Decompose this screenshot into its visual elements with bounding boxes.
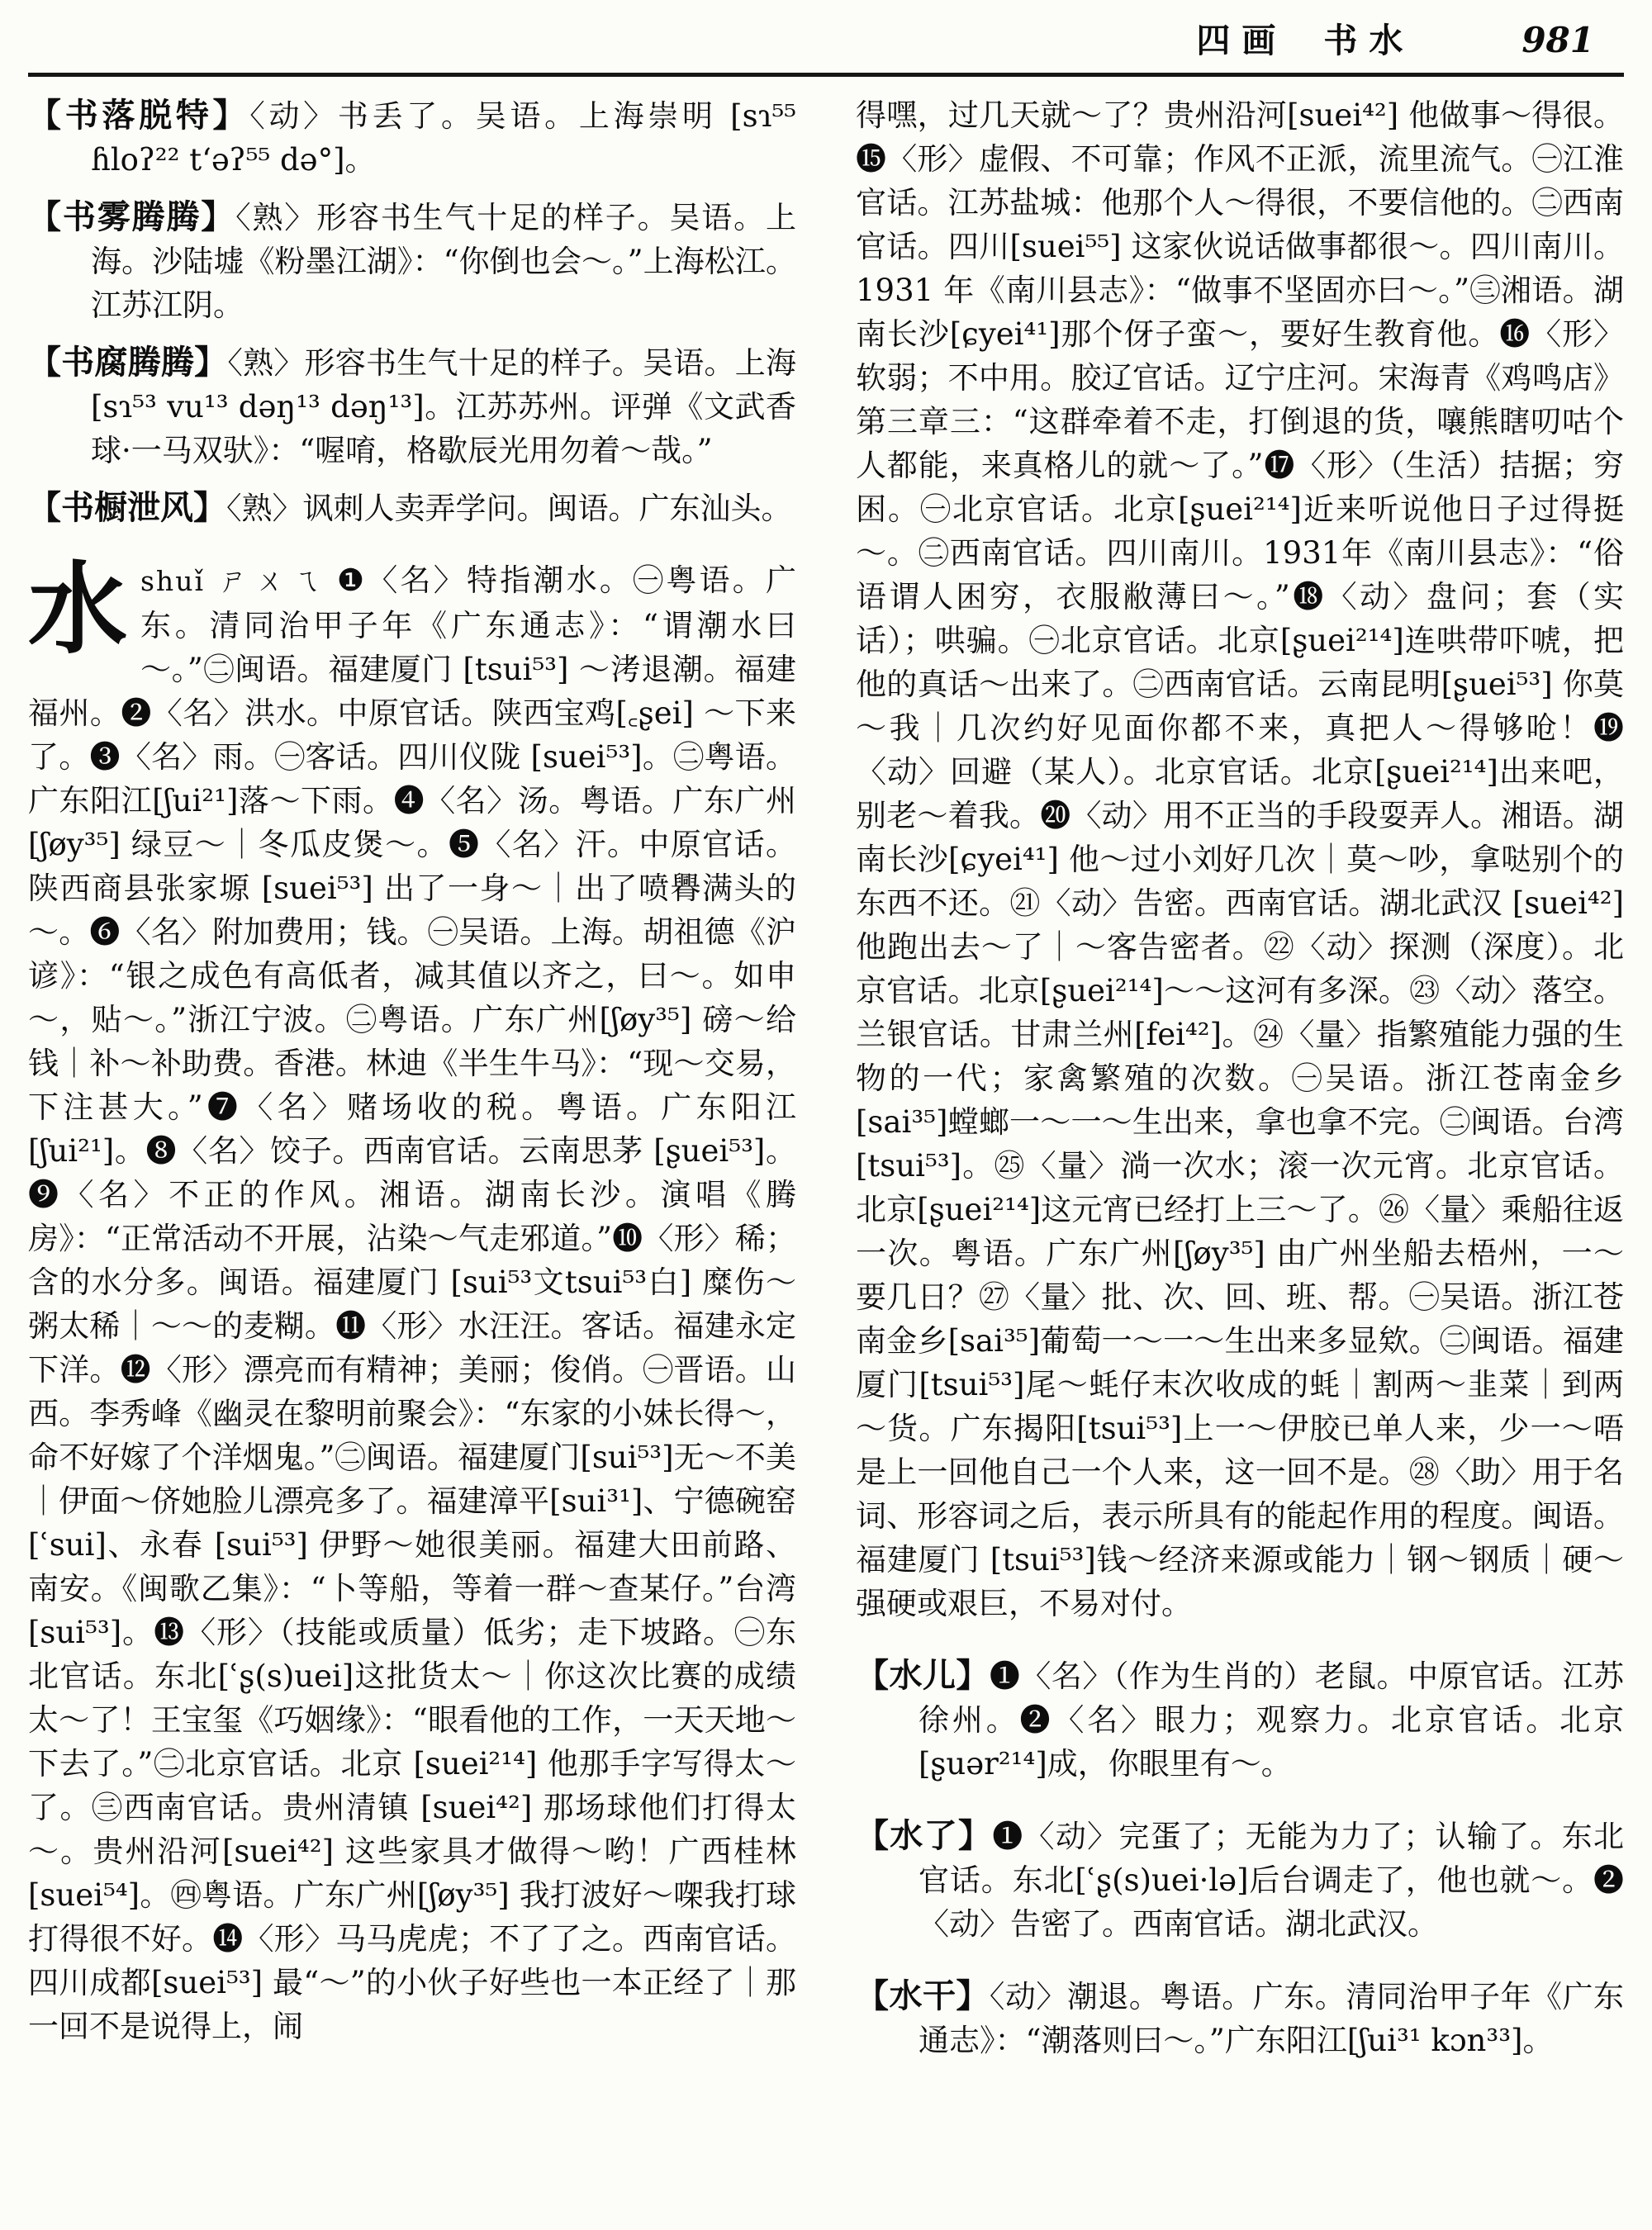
dictionary-entry-shu-fu-teng-teng: [28, 340, 796, 472]
header-title: [1196, 19, 1414, 63]
left-column: [28, 93, 796, 2076]
shui-entry-continuation-text: 得嘿，过几天就～了？贵州沿河[suei⁴²] 他做事～得很。⓯〈形〉虚假、不可靠；作风不正派，流里流气。㊀江淮官话。江苏盐城：他那个人～得很，不要信他的。㊁西南官话。四川[suei⁵⁵] 这家伙说话做事都很～。四川南川。1931 年《南川县志》：“做事不坚固亦曰～。”㊂湘语。湖南长沙[ɕyei⁴¹]那个伢子蛮～，要好生教育他。⓰〈形〉软弱；不中用。胶辽官话。辽宁庄河。宋海青《鸡鸣店》第三章三：“这群牵着不走，打倒退的货，嚷熊瞎叨咕个人都能，来真格儿的就～了。”⓱〈形〉（生活）拮据；穷困。㊀北京官话。北京[ʂuei²¹⁴]近来听说他日子过得挺～。㊁西南官话。四川南川。1931年《南川县志》：“俗语谓人困穷，衣服敝薄曰～。”⓲〈动〉盘问；套（实话）；哄骗。㊀北京官话。北京[ʂuei²¹⁴]连哄带吓唬，把他的真话～出来了。㊁西南官话。云南昆明[ʂuei⁵³] 你莫～我｜几次约好见面你都不来，真把人～得够呛！⓳〈动〉回避（某人）。北京官话。北京[ʂuei²¹⁴]出来吧，别老～着我。⓴〈动〉用不正当的手段耍弄人。湘语。湖南长沙[ɕyei⁴¹] 他～过小刘好几次｜莫～吵，拿哒别个的东西不还。㉑〈动〉告密。西南官话。湖北武汉 [suei⁴²]他跑出去～了｜～客告密者。㉒〈动〉探测（深度）。北京官话。北京[ʂuei²¹⁴]～～这河有多深。㉓〈动〉落空。兰银官话。甘肃兰州[fei⁴²]。㉔〈量〉指繁殖能力强的生物的一代；家禽繁殖的次数。㊀吴语。浙江苍南金乡[sai³⁵]螳螂一～一～生出来，拿也拿不完。㊁闽语。台湾[tsui⁵³]。㉕〈量〉淌一次水；滚一次元宵。北京官话。北京[ʂuei²¹⁴]这元宵已经打上三～了。㉖〈量〉乘船往返一次。粤语。广东广州[ʃøy³⁵] 由广州坐船去梧州，一～要几日？㉗〈量〉批、次、回、班、帮。㊀吴语。浙江苍南金乡[sai³⁵]葡萄一～一～生出来多显欸。㊁闽语。福建厦门[tsui⁵³]尾～蚝仔末次收成的蚝｜割两～韭菜｜到两～货。广东揭阳[tsui⁵³]上一～伊胶已单人来，少一～唔是上一回他自己一个人来，这一回不是。㉘〈助〉用于名词、形容词之后，表示所具有的能起作用的程度。闽语。福建厦门 [tsui⁵³]钱～经济来源或能力｜钢～钢质｜硬～强硬或艰巨，不易对付。: [856, 97, 1624, 1621]
dictionary-entry-shu-luo-tuo-te: [28, 93, 796, 182]
entry-headword: 【水干】: [856, 1976, 990, 2015]
entry-body-text: 〈熟〉形容书生气十足的样子。吴语。上海[sɿ⁵³ vu¹³ dəŋ¹³ dəŋ¹³]。江苏苏州。评弹《文武香球·一马双驮》：“喔唷，格歇辰光用勿着～哉。”: [91, 345, 796, 468]
header-stroke-section: 四画: [1196, 21, 1288, 60]
entry-headword: 【书腐腾腾】: [28, 343, 228, 382]
entry-headword: 【书雾腾腾】: [28, 197, 236, 236]
entry-body-text: 〈动〉书丢了。吴语。上海崇明 [sɿ⁵⁵ ɦloʔ²² tʻəʔ⁵⁵ də°]。: [91, 98, 796, 178]
main-headword-zhuyin: ㄕㄨㄟ: [216, 565, 329, 598]
entry-body-text: ❶〈名〉特指潮水。㊀粤语。广东。清同治甲子年《广东通志》：“谓潮水曰～。”㊁闽语。福建厦门 [tsui⁵³] ～洘退潮。福建福州。❷〈名〉洪水。中原官话。陕西宝鸡[꜀ʂei] ～下来了。❸〈名〉雨。㊀客话。四川仪陇 [suei⁵³]。㊁粤语。广东阳江[ʃui²¹]落～下雨。❹〈名〉汤。粤语。广东广州 [ʃøy³⁵] 绿豆～｜冬瓜皮煲～。❺〈名〉汗。中原官话。陕西商县张家塬 [suei⁵³] 出了一身～｜出了喷臖满头的～。❻〈名〉附加费用；钱。㊀吴语。上海。胡祖德《沪谚》：“银之成色有高低者，减其值以齐之，曰～。如申～，贴～。”浙江宁波。㊁粤语。广东广州[ʃøy³⁵] 磅～给钱｜补～补助费。香港。林迪《半生牛马》：“现～交易，下注甚大。”❼〈名〉赌场收的税。粤语。广东阳江[ʃui²¹]。❽〈名〉饺子。西南官话。云南思茅 [ʂuei⁵³]。❾〈名〉不正的作风。湘语。湖南长沙。演唱《腾房》：“正常活动不开展，沾染～气走邪道。”❿〈形〉稀；含的水分多。闽语。福建厦门 [sui⁵³文tsui⁵³白] 糜伤～粥太稀｜～～的麦糊。⓫〈形〉水汪汪。客话。福建永定下洋。⓬〈形〉漂亮而有精神；美丽；俊俏。㊀晋语。山西。李秀峰《幽灵在黎明前聚会》：“东家的小妹长得～，命不好嫁了个洋烟鬼。”㊁闽语。福建厦门[sui⁵³]无～不美｜伊面～侪她脸儿漂亮多了。福建漳平[sui³¹]、宁德碗窑[ʿsui]、永春 [sui⁵³] 伊野～她很美丽。福建大田前路、南安。《闽歌乙集》：“卜等船，等着一群～查某仔。”台湾 [sui⁵³]。⓭〈形〉（技能或质量）低劣；走下坡路。㊀东北官话。东北[ʿʂ(s)uei]这批货太～｜你这次比赛的成绩太～了！王宝玺《巧姻缘》：“眼看他的工作，一天天地～下去了。”㊁北京官话。北京 [suei²¹⁴] 他那手字写得太～了。㊂西南官话。贵州清镇 [suei⁴²] 那场球他们打得太～。贵州沿河[suei⁴²] 这些家具才做得～哟！广西桂林 [suei⁵⁴]。㊃粤语。广东广州[ʃøy³⁵] 我打波好～㗎我打球打得很不好。⓮〈形〉马马虎虎；不了了之。西南官话。四川成都[suei⁵³] 最“～”的小伙子好些也一本正经了｜那一回不是说得上，闹: [28, 562, 796, 2044]
entry-headword: 【书橱泄风】: [28, 488, 226, 527]
entry-body-text: 〈熟〉形容书生气十足的样子。吴语。上海。沙陆墟《粉墨江湖》：“你倒也会～。”上海松江。江苏江阴。: [91, 200, 797, 323]
page-header: [28, 18, 1624, 77]
dictionary-entry-shui-main: [28, 551, 796, 2048]
entry-headword: 【水儿】: [856, 1656, 990, 1695]
entry-body-text: ❶〈名〉（作为生肖的）老鼠。中原官话。江苏徐州。❷〈名〉眼力；观察力。北京官话。北京 [ʂuər²¹⁴]成，你眼里有～。: [919, 1658, 1625, 1782]
entry-body-text: 〈熟〉讽刺人卖弄学问。闽语。广东汕头。: [226, 491, 792, 526]
dictionary-entry-shui-le: [856, 1814, 1624, 1946]
main-headword-char: 水: [28, 551, 127, 667]
header-entry-range: 书水: [1323, 21, 1415, 60]
entry-headword: 【水了】: [856, 1816, 993, 1855]
dictionary-entry-shu-wu-teng-teng: [28, 195, 796, 327]
entry-body-text: 〈动〉潮退。粤语。广东。清同治甲子年《广东通志》：“潮落则曰～。”广东阳江[ʃui³¹ kɔn³³]。: [919, 1979, 1625, 2058]
dictionary-entry-shui-er: [856, 1654, 1624, 1786]
dictionary-entry-shui-gan: [856, 1974, 1624, 2062]
main-headword-pinyin: shuǐ: [140, 565, 205, 597]
right-column: [856, 93, 1624, 2076]
two-column-body: [28, 93, 1624, 2076]
entry-headword: 【书落脱特】: [28, 96, 250, 135]
dictionary-entry-shu-chu-xie-feng: [28, 486, 796, 530]
entry-body-text: ❶〈动〉完蛋了；无能为力了；认输了。东北官话。东北[ʿʂ(s)uei·lə]后台调走了，他也就～。❷〈动〉告密了。西南官话。湖北武汉。: [919, 1819, 1625, 1942]
page-number: 981: [1521, 20, 1594, 60]
